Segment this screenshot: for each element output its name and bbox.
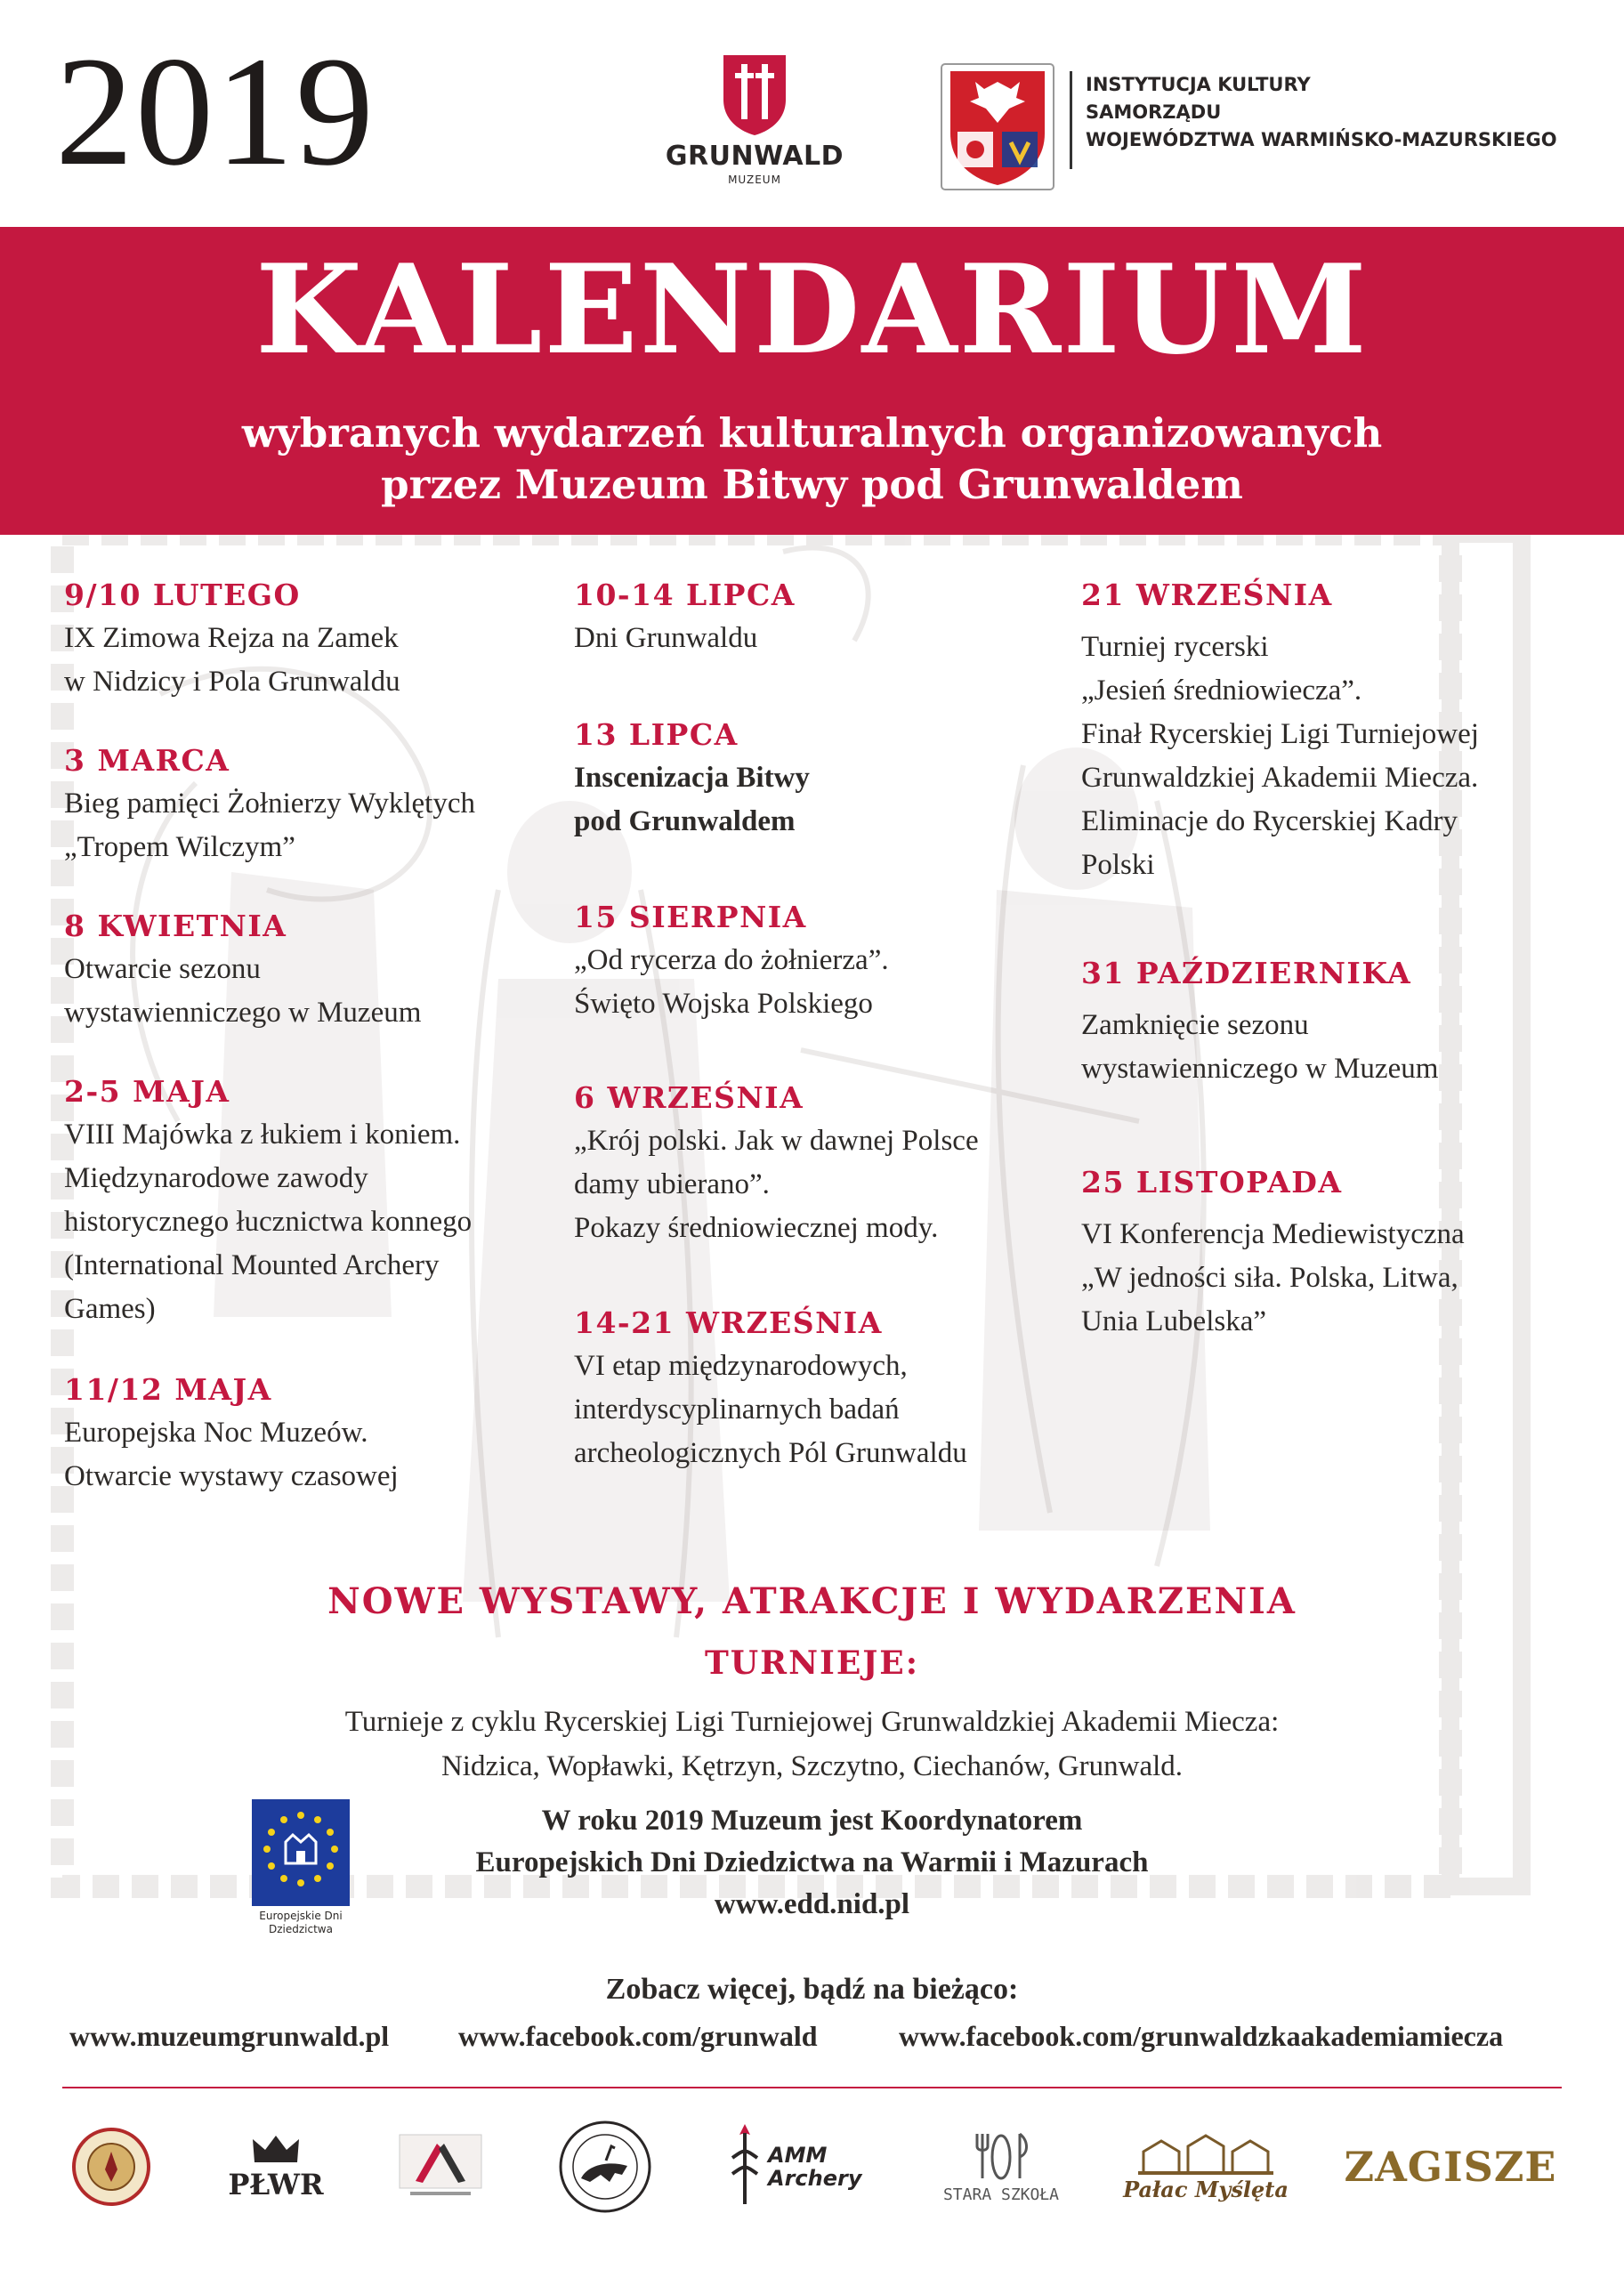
event-entry — [64, 905, 421, 1035]
event-date: 3 MARCA — [64, 743, 230, 778]
tournaments-text — [0, 1700, 1624, 1789]
event-text: VI etap międzynarodowych, — [574, 1350, 908, 1382]
event-date: 31 PAŹDZIERNIKA — [1081, 956, 1412, 990]
partner-logo-horse-archers[interactable] — [547, 2118, 663, 2216]
event-text: archeologicznych Pól Grunwaldu — [574, 1437, 967, 1469]
event-text: Games) — [64, 1293, 156, 1325]
event-text: Zamknięcie sezonu — [1081, 1009, 1309, 1041]
event-text: Otwarcie sezonu — [64, 953, 261, 985]
page-title: KALENDARIUM — [255, 237, 1369, 382]
event-text: Święto Wojska Polskiego — [574, 988, 873, 1020]
tournaments-line: Turnieje z cyklu Rycerskiej Ligi Turniejowej Grunwaldzkiej Akademii Miecza: — [344, 1706, 1280, 1738]
see-more-text: Zobacz więcej, bądź na bieżąco: — [605, 1973, 1019, 2006]
partner-logo-zagisze[interactable] — [1339, 2118, 1562, 2216]
institution-divider — [1070, 71, 1072, 169]
spes-medieval-society-logo — [71, 2127, 151, 2207]
event-date: 10-14 LIPCA — [574, 578, 796, 612]
eu-caption-line: Dziedzictwa — [269, 1923, 333, 1935]
event-entry — [64, 1070, 472, 1331]
eu-logo-caption — [238, 1910, 363, 1936]
subtitle-line: przez Muzeum Bitwy pod Grunwaldem — [381, 461, 1243, 508]
event-date: 8 KWIETNIA — [64, 909, 287, 943]
grunwald-swords-shield-icon — [722, 53, 788, 137]
event-text: IX Zimowa Rejza na Zamek — [64, 622, 399, 654]
event-entry — [1081, 1161, 1465, 1344]
museum-logo-name: GRUNWALD — [665, 141, 844, 172]
event-text: „W jedności siła. Polska, Litwa, — [1081, 1262, 1458, 1294]
heritage-days-note — [374, 1800, 1250, 1926]
partner-plwr-text: PŁWR — [228, 2168, 324, 2201]
museum-logo — [648, 53, 861, 205]
event-text: Eliminacje do Rycerskiej Kadry — [1081, 805, 1458, 837]
event-date: 9/10 LUTEGO — [64, 578, 301, 612]
tournaments-line: Nidzica, Wopławki, Kętrzyn, Szczytno, Ciechanów, Grunwald. — [440, 1750, 1184, 1782]
event-entry — [574, 574, 796, 660]
rycerska-kadra-polski-logo — [398, 2133, 483, 2201]
partner-amm-text: AMM Archery — [768, 2143, 862, 2191]
event-text: Polski — [1081, 849, 1155, 881]
event-text: Otwarcie wystawy czasowej — [64, 1460, 399, 1492]
event-date: 6 WRZEŚNIA — [574, 1080, 804, 1115]
partner-zagisze-text: ZAGISZE — [1344, 2143, 1557, 2191]
museum-website-link[interactable]: www.muzeumgrunwald.pl — [69, 2020, 390, 2052]
page-subtitle — [0, 408, 1624, 511]
event-entry — [574, 714, 810, 844]
year-heading: 2019 — [55, 25, 376, 198]
facebook-grunwald-link[interactable]: www.facebook.com/grunwald — [458, 2020, 818, 2052]
partner-logo-palac-mysleta[interactable] — [1112, 2118, 1299, 2216]
institution-line: WOJEWÓDZTWA WARMIŃSKO-MAZURSKIEGO — [1086, 129, 1557, 150]
horse-archer-association-logo — [556, 2120, 654, 2214]
event-text: historycznego łucznictwa konnego — [64, 1206, 473, 1238]
event-text: Inscenizacja Bitwy — [574, 762, 810, 794]
partner-logo-rycerska-kadra[interactable] — [392, 2118, 489, 2216]
event-date: 13 LIPCA — [574, 717, 739, 752]
event-date: 11/12 MAJA — [64, 1372, 272, 1407]
eu-caption-line: Europejskie Dni — [259, 1910, 343, 1922]
event-text: Dni Grunwaldu — [574, 622, 758, 654]
event-text: pod Grunwaldem — [574, 805, 796, 837]
subtitle-line: wybranych wydarzeń kulturalnych organizowanych — [241, 409, 1383, 456]
museum-logo-sub: MUZEUM — [728, 174, 781, 186]
event-date: 14-21 WRZEŚNIA — [574, 1305, 883, 1340]
event-date: 21 WRZEŚNIA — [1081, 578, 1333, 612]
footer-divider — [62, 2087, 1562, 2088]
event-text: VIII Majówka z łukiem i koniem. — [64, 1119, 461, 1151]
event-text: wystawienniczego w Muzeum — [64, 997, 422, 1029]
event-text: „Krój polski. Jak w dawnej Polsce — [574, 1125, 979, 1157]
event-entry — [64, 739, 475, 869]
palac-mysleta-logo — [1135, 2132, 1277, 2177]
institution-name — [1086, 71, 1584, 154]
event-text: Bieg pamięci Żołnierzy Wyklętych — [64, 788, 475, 820]
event-text: Pokazy średniowiecznej mody. — [574, 1212, 939, 1244]
event-text: Unia Lubelska” — [1081, 1305, 1267, 1337]
event-text: „Tropem Wilczym” — [64, 831, 295, 863]
heritage-link[interactable]: www.edd.nid.pl — [714, 1888, 910, 1920]
event-text: Międzynarodowe zawody — [64, 1162, 368, 1194]
event-entry — [574, 1302, 967, 1475]
event-text: „Jesień średniowiecza”. — [1081, 675, 1362, 707]
partner-logo-plwr[interactable] — [227, 2118, 325, 2216]
partner-logo-spes[interactable] — [62, 2118, 160, 2216]
european-heritage-days-stars-icon — [252, 1799, 350, 1906]
event-text: interdyscyplinarnych badań — [574, 1393, 900, 1426]
facebook-academy-link[interactable]: www.facebook.com/grunwaldzkaakademiamiecza — [899, 2020, 1504, 2052]
heritage-line: Europejskich Dni Dziedzictwa na Warmii i Mazurach — [475, 1846, 1149, 1878]
warmia-masuria-coat-of-arms-icon — [940, 62, 1055, 191]
institution-line: INSTYTUCJA KULTURY — [1086, 74, 1311, 95]
event-text: Finał Rycerskiej Ligi Turniejowej — [1081, 718, 1479, 750]
event-text: (International Mounted Archery — [64, 1249, 440, 1281]
event-entry — [574, 1077, 979, 1250]
event-text: Grunwaldzkiej Akademii Miecza. — [1081, 762, 1479, 794]
new-exhibitions-heading: NOWE WYSTAWY, ATRAKCJE I WYDARZENIA — [327, 1580, 1297, 1622]
event-date: 25 LISTOPADA — [1081, 1165, 1343, 1200]
institution-line: SAMORZĄDU — [1086, 101, 1222, 123]
event-text: „Od rycerza do żołnierza”. — [574, 944, 889, 976]
partner-stara-szkola-text: STARA SZKOŁA — [942, 2185, 1060, 2204]
event-entry — [1081, 952, 1438, 1091]
event-entry — [1081, 574, 1479, 887]
plwr-crown-logo — [249, 2132, 303, 2168]
event-text: damy ubierano”. — [574, 1168, 770, 1200]
partner-palac-text: Pałac Myślęta — [1123, 2176, 1289, 2202]
event-text: wystawienniczego w Muzeum — [1081, 1053, 1439, 1085]
tournaments-heading: TURNIEJE: — [704, 1644, 920, 1682]
partner-logo-stara-szkola[interactable] — [939, 2118, 1063, 2216]
event-text: Europejska Noc Muzeów. — [64, 1417, 368, 1449]
heritage-line: W roku 2019 Muzeum jest Koordynatorem — [541, 1805, 1083, 1837]
event-text: VI Konferencja Mediewistyczna — [1081, 1218, 1465, 1250]
partner-logo-amm-archery[interactable] — [712, 2118, 890, 2216]
event-entry — [574, 896, 889, 1026]
stara-szkola-logo — [970, 2130, 1032, 2182]
event-entry — [64, 574, 400, 704]
event-text: w Nidzicy i Pola Grunwaldu — [64, 666, 400, 698]
event-entry — [64, 1369, 399, 1498]
event-date: 2-5 MAJA — [64, 1074, 230, 1109]
amm-archery-logo — [727, 2122, 763, 2211]
event-text: Turniej rycerski — [1081, 631, 1269, 663]
event-date: 15 SIERPNIA — [574, 900, 807, 934]
